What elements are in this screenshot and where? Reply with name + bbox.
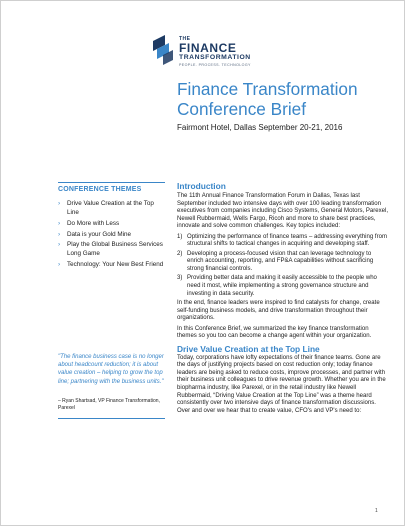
page-number: 1 [375,508,378,514]
topic-text: Providing better data and making it easily accessible to the people who need it most, while implementing a strong governance structure and investing in data security. [187,275,377,297]
theme-item [58,230,165,239]
title-line-1: Finance Transformation [177,79,358,99]
topics-list [177,234,389,298]
themes-list [58,199,165,271]
theme-label: Data is your Gold Mine [67,230,132,238]
logo-mark-icon [151,35,179,65]
quote-attribution: – Ryan Shartsad, VP Finance Transformation, Parexel [58,398,160,411]
theme-label: Do More with Less [67,219,120,227]
logo-tagline: PEOPLE. PROCESS. TECHNOLOGY [179,63,251,67]
section-heading-value-creation: Drive Value Creation at the Top Line [177,343,320,354]
chevron-right-icon: › [58,241,61,249]
topic-item [177,251,389,274]
value-creation-paragraph: Today, corporations have lofty expectations of their finance teams. Gone are the days of justifying projects based on cost reduction only; today finance leaders are being asked to reduce costs, improve processes, and partner with their business unit colleagues to drive revenue growth. Whether you are in the biopharma industry, like Parexel, or in the retail industry like Newell Rubbermaid, “Driving Value Creation at the Top Line” was a theme heard consistently over two intensive days of finance transformation discussions. Over and over we hear that to create value, CFO's and VP's need to: [177,354,386,414]
topic-text: Developing a process-focused vision that can leverage technology to enrich accounting, reporting, and FP&A capabilities without sacrificing strong financial controls. [187,250,374,272]
theme-item [58,240,165,258]
theme-label: Drive Value Creation at the Top Line [67,200,154,216]
theme-label: Play the Global Business Services Long Game [67,241,163,258]
chevron-right-icon: › [58,200,61,207]
chevron-right-icon: › [58,219,61,227]
sidebar-bottom-divider [58,418,165,419]
topic-item [177,234,389,249]
intro-paragraph: The 11th Annual Finance Transformation Forum in Dallas, Texas last September included two intensive days with over 100 leading transformation executives from companies including Cisco Systems, General Motors, Parexel, Newell Rubbermaid, Wells Fargo, Ricoh and more to share best practices, innovate and solve common challenges. Key topics included: [177,193,389,230]
chevron-right-icon: › [58,261,61,269]
topic-item [177,275,389,298]
themes-heading: CONFERENCE THEMES [58,186,142,193]
page-title [177,79,387,119]
sidebar-top-divider [58,182,165,183]
title-line-2: Conference Brief [177,99,306,119]
logo-transformation: TRANSFORMATION [179,54,251,61]
topic-text: Optimizing the performance of finance teams – addressing everything from structural shifts to tactical changes in acquiring and developing staff. [187,233,387,248]
topic-number: 2) [177,250,183,257]
theme-label: Technology: Your New Best Friend [67,261,164,269]
theme-item [58,199,165,217]
logo-finance: FINANCE [179,41,237,55]
finance-transformation-logo [151,35,261,71]
intro-paragraph-2: In the end, finance leaders were inspired to find catalysts for change, create self-funding business models, and drive transformation throughout their organizations. [177,300,380,322]
pull-quote: "The finance business case is no longer about headcount reduction; it is about value creation – helping to grow the top line; partnering with the business units." [58,354,164,385]
theme-item [58,260,165,269]
topic-number: 3) [177,275,183,282]
chevron-right-icon: › [58,230,61,238]
page-subtitle: Fairmont Hotel, Dallas September 20-21, 2016 [177,123,343,132]
introduction-heading: Introduction [177,181,226,191]
main-content [177,181,389,418]
intro-paragraph-3: In this Conference Brief, we summarized the key finance transformation themes so you too can become a change agent within your organization. [177,325,372,340]
theme-item [58,219,165,228]
logo-the: THE [179,36,191,42]
topic-number: 1) [177,233,183,240]
